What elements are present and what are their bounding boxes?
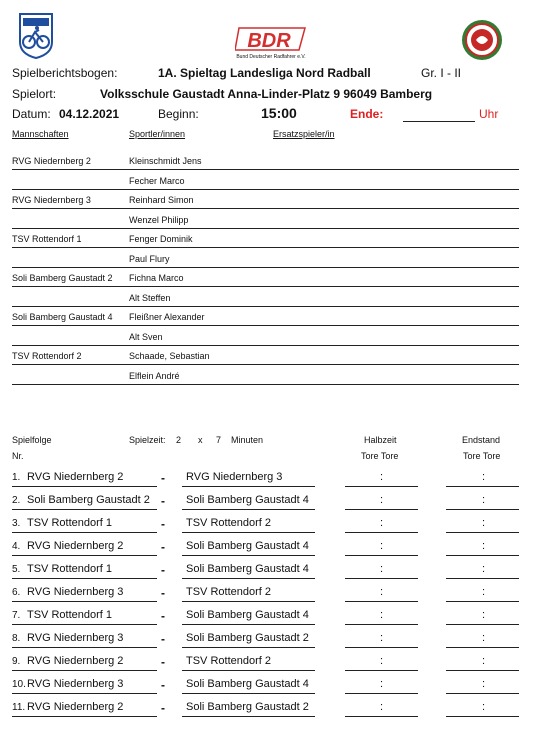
halftime-score-separator: : (380, 563, 384, 575)
final-score-separator: : (482, 701, 486, 713)
final-score-separator: : (482, 609, 486, 621)
halftime-score-separator: : (380, 540, 384, 552)
home-team: Soli Bamberg Gaustadt 2 (27, 494, 150, 506)
row-divider (12, 306, 519, 307)
versus-dash: - (161, 655, 165, 669)
halftime-score-field[interactable] (345, 555, 418, 556)
home-team: RVG Niedernberg 2 (27, 471, 124, 483)
final-score-separator: : (482, 678, 486, 690)
row-divider (12, 189, 519, 190)
col-sportler: Sportler/innen (129, 129, 186, 139)
home-underline (12, 624, 157, 625)
home-team: RVG Niedernberg 3 (27, 678, 124, 690)
away-team: TSV Rottendorf 2 (186, 586, 271, 598)
final-score-separator: : (482, 563, 486, 575)
beginn-label: Beginn: (158, 107, 199, 121)
versus-dash: - (161, 632, 165, 646)
col-mannschaften: Mannschaften (12, 129, 69, 139)
game-number: 7. (12, 610, 21, 621)
versus-dash: - (161, 678, 165, 692)
game-number: 1. (12, 472, 21, 483)
final-score-field[interactable] (446, 578, 519, 579)
final-score-separator: : (482, 540, 486, 552)
spielzeit-count: 2 (176, 435, 182, 445)
halftime-score-separator: : (380, 586, 384, 598)
home-underline (12, 509, 157, 510)
halftime-score-separator: : (380, 655, 384, 667)
home-underline (12, 578, 157, 579)
away-team: RVG Niedernberg 3 (186, 471, 283, 483)
away-underline (182, 716, 315, 717)
final-score-separator: : (482, 494, 486, 506)
row-divider (12, 325, 519, 326)
spielzeit-x: x (198, 435, 203, 445)
team-name: TSV Rottendorf 2 (12, 351, 82, 361)
home-underline (12, 693, 157, 694)
away-underline (182, 486, 315, 487)
game-number: 11. (12, 702, 26, 713)
group-label: Gr. I - II (421, 66, 462, 80)
away-underline (182, 601, 315, 602)
away-team: Soli Bamberg Gaustadt 4 (186, 494, 309, 506)
bdr-logo (235, 26, 307, 60)
player-name: Alt Sven (129, 331, 163, 342)
bdr-logo-subtitle: Bund Deutscher Radfahrer e.V. (236, 54, 306, 60)
away-team: TSV Rottendorf 2 (186, 655, 271, 667)
final-score-field[interactable] (446, 716, 519, 717)
row-divider (12, 169, 519, 170)
home-team: RVG Niedernberg 2 (27, 655, 124, 667)
spielberichtsbogen-label: Spielberichtsbogen: (12, 66, 118, 80)
team-name: Soli Bamberg Gaustadt 2 (12, 273, 113, 283)
final-score-separator: : (482, 586, 486, 598)
home-team: TSV Rottendorf 1 (27, 563, 112, 575)
versus-dash: - (161, 563, 165, 577)
final-score-field[interactable] (446, 693, 519, 694)
game-number: 8. (12, 633, 21, 644)
player-name: Fecher Marco (129, 175, 185, 186)
away-team: Soli Bamberg Gaustadt 4 (186, 540, 309, 552)
away-underline (182, 509, 315, 510)
final-score-field[interactable] (446, 532, 519, 533)
home-underline (12, 670, 157, 671)
halftime-score-separator: : (380, 701, 384, 713)
halftime-score-separator: : (380, 609, 384, 621)
row-divider (12, 267, 519, 268)
halftime-score-field[interactable] (345, 578, 418, 579)
player-name: Alt Steffen (129, 292, 171, 303)
final-score-field[interactable] (446, 647, 519, 648)
player-name: Fleißner Alexander (129, 312, 205, 322)
player-name: Fenger Dominik (129, 234, 193, 244)
spielzeit-unit: Minuten (231, 435, 264, 445)
halbzeit-tore-label: Tore Tore (361, 451, 399, 461)
final-score-field[interactable] (446, 601, 519, 602)
game-number: 10. (12, 679, 26, 690)
final-score-field[interactable] (446, 670, 519, 671)
player-name: Fichna Marco (129, 273, 184, 283)
halftime-score-field[interactable] (345, 532, 418, 533)
away-underline (182, 555, 315, 556)
ende-label: Ende: (350, 107, 384, 121)
final-score-field[interactable] (446, 624, 519, 625)
home-underline (12, 716, 157, 717)
page-title: 1A. Spieltag Landesliga Nord Radball (158, 66, 371, 80)
home-team: TSV Rottendorf 1 (27, 609, 112, 621)
halftime-score-field[interactable] (345, 693, 418, 694)
player-name: Kleinschmidt Jens (129, 156, 202, 166)
away-team: Soli Bamberg Gaustadt 4 (186, 563, 309, 575)
home-underline (12, 647, 157, 648)
halftime-score-field[interactable] (345, 647, 418, 648)
spielzeit-label: Spielzeit: (129, 435, 166, 445)
solidarity-club-emblem (460, 18, 504, 62)
player-name: Schaade, Sebastian (129, 351, 210, 361)
player-name: Paul Flury (129, 253, 170, 264)
home-team: RVG Niedernberg 3 (27, 586, 124, 598)
halftime-score-field[interactable] (345, 716, 418, 717)
home-underline (12, 532, 157, 533)
row-divider (12, 345, 519, 346)
row-divider (12, 208, 519, 209)
halftime-score-separator: : (380, 494, 384, 506)
team-name: TSV Rottendorf 1 (12, 234, 82, 244)
away-team: Soli Bamberg Gaustadt 4 (186, 609, 309, 621)
home-team: TSV Rottendorf 1 (27, 517, 112, 529)
versus-dash: - (161, 540, 165, 554)
spielort-value: Volksschule Gaustadt Anna-Linder-Platz 9 96049 Bamberg (100, 87, 433, 101)
halftime-score-field[interactable] (345, 670, 418, 671)
game-number: 9. (12, 656, 21, 667)
final-score-separator: : (482, 471, 486, 483)
halftime-score-field[interactable] (345, 509, 418, 510)
away-team: Soli Bamberg Gaustadt 4 (186, 678, 309, 690)
away-underline (182, 670, 315, 671)
versus-dash: - (161, 494, 165, 508)
home-underline (12, 601, 157, 602)
home-underline (12, 486, 157, 487)
row-divider (12, 247, 519, 248)
player-name: Wenzel Philipp (129, 214, 189, 225)
home-team: RVG Niedernberg 2 (27, 540, 124, 552)
away-underline (182, 532, 315, 533)
final-score-field[interactable] (446, 555, 519, 556)
row-divider (12, 286, 519, 287)
versus-dash: - (161, 701, 165, 715)
halftime-score-field[interactable] (345, 624, 418, 625)
row-divider (12, 364, 519, 365)
home-team: RVG Niedernberg 3 (27, 632, 124, 644)
versus-dash: - (161, 586, 165, 600)
versus-dash: - (161, 517, 165, 531)
halftime-score-separator: : (380, 517, 384, 529)
nr-label: Nr. (12, 451, 24, 461)
datum-value: 04.12.2021 (59, 107, 120, 121)
final-score-field[interactable] (446, 486, 519, 487)
game-number: 4. (12, 541, 21, 552)
player-name: Elflein André (129, 370, 180, 381)
away-team: Soli Bamberg Gaustadt 2 (186, 701, 309, 713)
halftime-score-separator: : (380, 471, 384, 483)
home-underline (12, 555, 157, 556)
datum-label: Datum: (12, 107, 51, 121)
versus-dash: - (161, 609, 165, 623)
versus-dash: - (161, 471, 165, 485)
game-number: 3. (12, 518, 21, 529)
halftime-score-separator: : (380, 678, 384, 690)
away-underline (182, 624, 315, 625)
bavarian-cycling-association-logo (18, 12, 54, 60)
home-team: RVG Niedernberg 2 (27, 701, 124, 713)
game-number: 6. (12, 587, 21, 598)
halftime-score-field[interactable] (345, 601, 418, 602)
bdr-logo-text: BDR (247, 30, 291, 52)
endstand-label: Endstand (462, 435, 501, 445)
game-number: 5. (12, 564, 21, 575)
ende-blank-line (403, 121, 475, 122)
away-underline (182, 578, 315, 579)
col-ersatz: Ersatzspieler/in (273, 129, 335, 139)
team-name: RVG Niedernberg 3 (12, 195, 91, 205)
final-score-separator: : (482, 632, 486, 644)
player-name: Reinhard Simon (129, 195, 194, 205)
final-score-separator: : (482, 655, 486, 667)
away-team: TSV Rottendorf 2 (186, 517, 271, 529)
beginn-value: 15:00 (261, 105, 297, 121)
spielort-label: Spielort: (12, 87, 57, 101)
away-underline (182, 693, 315, 694)
team-name: RVG Niedernberg 2 (12, 156, 91, 166)
team-name: Soli Bamberg Gaustadt 4 (12, 312, 113, 322)
final-score-field[interactable] (446, 509, 519, 510)
row-divider (12, 228, 519, 229)
final-score-separator: : (482, 517, 486, 529)
away-team: Soli Bamberg Gaustadt 2 (186, 632, 309, 644)
spielzeit-minutes: 7 (216, 435, 222, 445)
endstand-tore-label: Tore Tore (463, 451, 501, 461)
halftime-score-field[interactable] (345, 486, 418, 487)
row-divider (12, 384, 519, 385)
spielfolge-label: Spielfolge (12, 435, 52, 445)
halbzeit-label: Halbzeit (364, 435, 397, 445)
away-underline (182, 647, 315, 648)
uhr-label: Uhr (479, 107, 499, 121)
halftime-score-separator: : (380, 632, 384, 644)
game-number: 2. (12, 495, 21, 506)
